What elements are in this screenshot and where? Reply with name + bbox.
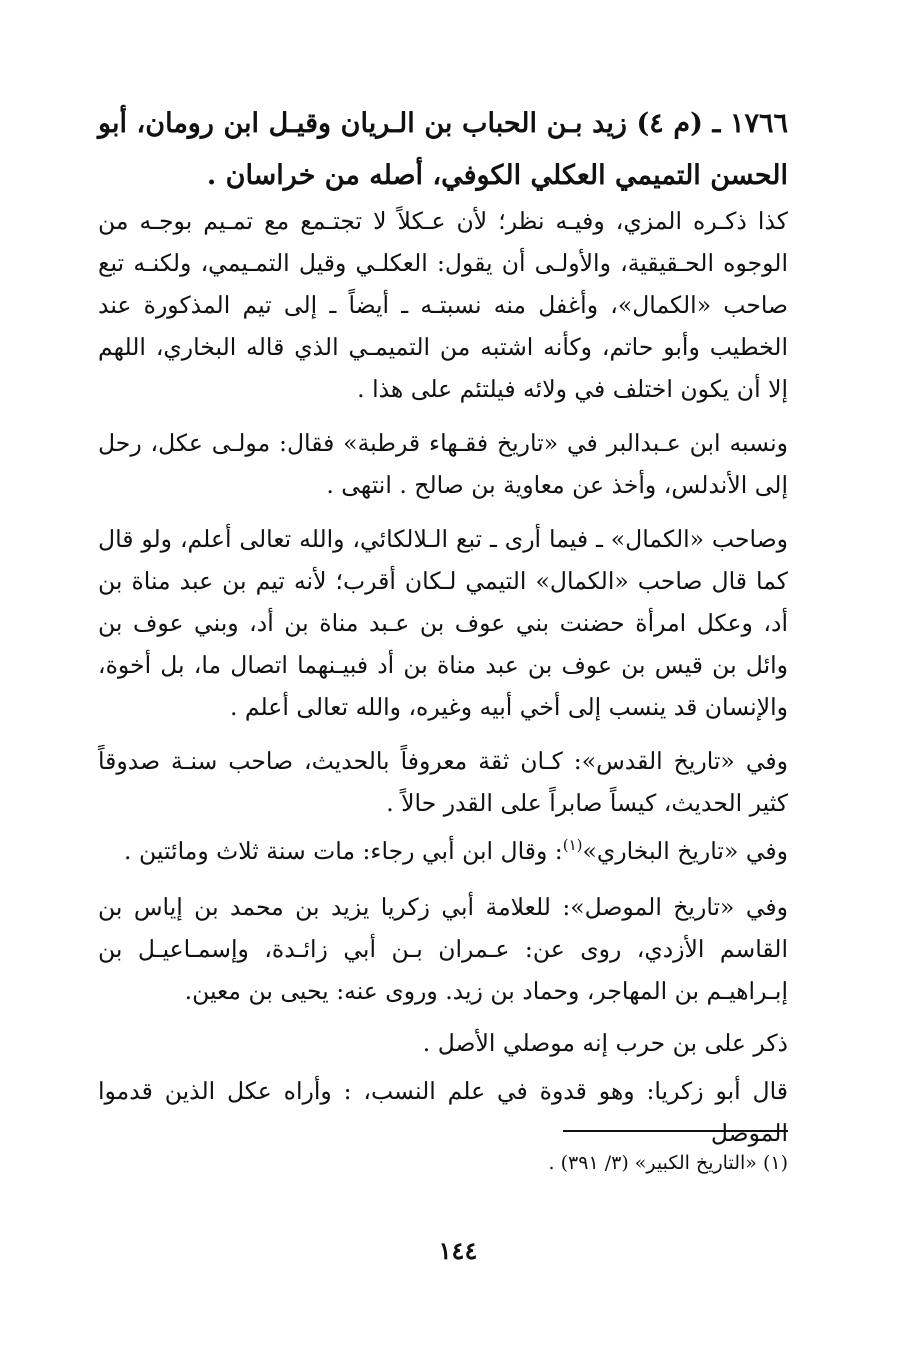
paragraph-abu-zakariya: قال أبو زكريا: وهو قدوة في علم النسب، : وأراه عكل الذين قدموا الموصل [98,1077,788,1147]
paragraph-tarikh-bukhari-rest: : وقال ابن أبي رجاء: مات سنة ثلاث ومائتين . [124,837,563,865]
paragraph-tarikh-quds: وفي «تاريخ القدس»: كـان ثقة معروفاً بالحديث، صاحب سنـة صدوقاً كثير الحديث، كيساً صابراً على القدر حالاً . [98,747,788,817]
paragraph-ali-ibn-harb: ذكر على بن حرب إنه موصلي الأصل . [422,1029,788,1057]
paragraph-mizzi-critique: كذا ذكـره المزي، وفيـه نظر؛ لأن عـكلاً لا تجتـمع مع تمـيم بوجـه من الوجوه الحـقيقية، والأولـى أن يقول: العكلـي وقيل التمـيمي، ولكنـه تبع صاحب «الكمال»، وأغفل منه نسبتـه ـ أيضاً ـ إلى تيم المذكورة عند الخطيب وأبو حاتم، وكأنه اشتبه من التميمـي الذي قاله البخاري، اللهم إلا أن يكون اختلف في ولائه فيلتئم على هذا . [98,207,788,403]
page-number: ١٤٤ [438,1236,478,1265]
paragraph-tarikh-bukhari [98,830,788,872]
footnote-text: (١) «التاريخ الكبير» (٣/ ٣٩١) . [548,1152,788,1174]
paragraph-kamal-lalakai: وصاحب «الكمال» ـ فيما أرى ـ تبع الـلالكائي، والله تعالى أعلم، ولو قال كما قال صاحب «الكمال» التيمي لـكان أقرب؛ لأنه تيم بن عبد مناة بن أد، وعكل امرأة حضنت بني عوف بن عـبد مناة بن أد، وبني عوف بن وائل بن قيس بن عوف بن عبد مناة بن أد فبيـنهما اتصال ما، بل أخوة، والإنسان قد ينسب إلى أخي أبيه وغيره، والله تعالى أعلم . [98,525,788,721]
paragraph-tarikh-mosul: وفي «تاريخ الموصل»: للعلامة أبي زكريا يزيد بن محمد بن إياس بن القاسم الأزدي، روى عن: عـمران بـن أبي زائـدة، وإسمـاعيـل بن إبـراهيـم بن المهاجر، وحماد بن زيد. وروى عنه: يحيى بن معين. [98,893,788,1005]
footnote-reference: (١) [562,836,583,855]
paragraph-ibn-abdalbarr: ونسبه ابن عـبدالبر في «تاريخ فقـهاء قرطبة» فقال: مولـى عكل، رحل إلى الأندلس، وأخذ عن معاوية بن صالح . انتهى . [98,429,788,499]
entry-heading: ١٧٦٦ ـ (م ٤) زيد بـن الحباب بن الـريان وقيـل ابن رومان، أبو الحسن التميمي العكلي الكوفي، أصله من خراسان . [98,108,788,191]
paragraph-tarikh-bukhari-lead: وفي «تاريخ البخاري» [582,837,788,865]
footnote-divider [563,1130,788,1132]
